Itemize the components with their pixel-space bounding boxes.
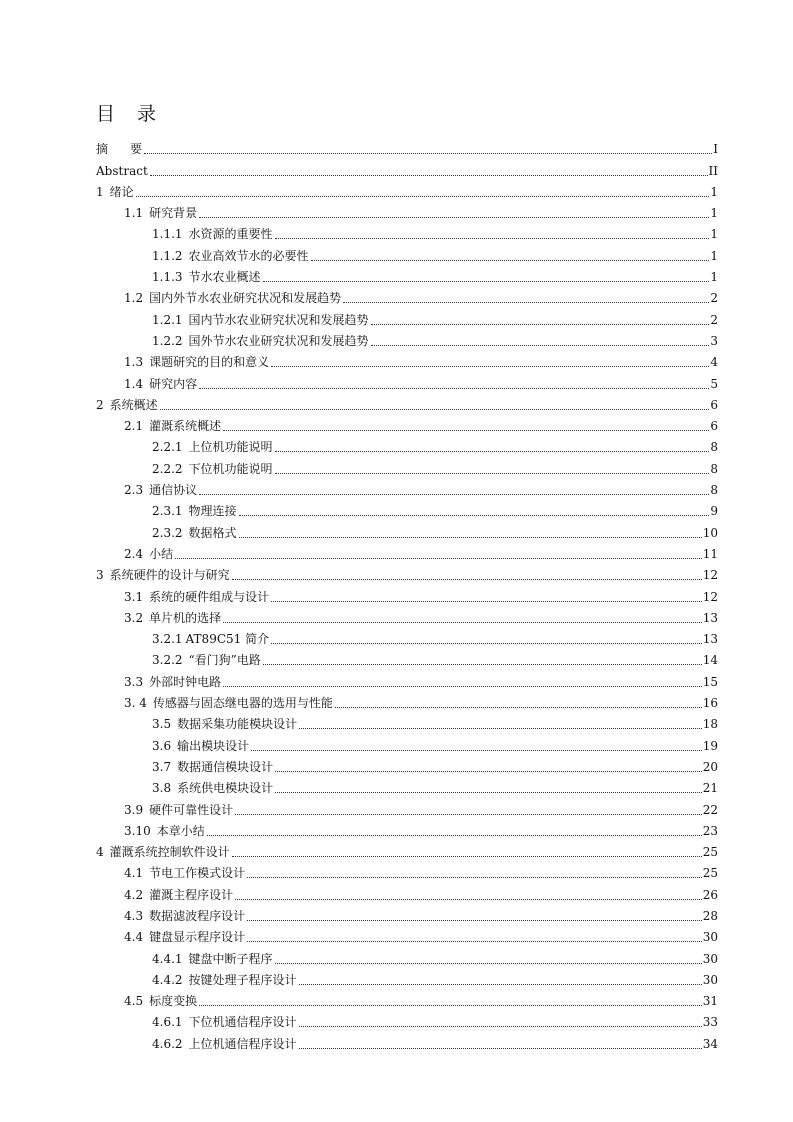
- dot-leader: [371, 312, 710, 328]
- toc-entry-text: 下位机通信程序设计: [188, 1015, 297, 1030]
- dot-leader: [150, 163, 708, 179]
- toc-entry-number: 摘: [96, 142, 109, 157]
- toc-entry-page-number: 30: [702, 951, 718, 966]
- toc-entry-number: 1.1.1: [152, 227, 183, 242]
- toc-entry-text: 要: [130, 142, 143, 157]
- dot-leader: [223, 674, 702, 690]
- toc-entry-label: [96, 844, 231, 860]
- toc-entry-page-number: 19: [702, 738, 718, 753]
- dot-leader: [275, 759, 702, 775]
- dot-leader: [199, 376, 709, 392]
- dot-leader: [299, 972, 702, 988]
- toc-entry-label: [152, 269, 262, 285]
- toc-entry-number: 1.2.1: [152, 312, 183, 327]
- toc-entry-label: [152, 525, 238, 541]
- toc-entry-label: [152, 1036, 298, 1052]
- toc-entry[interactable]: [96, 349, 718, 370]
- toc-entry-number: 3.9: [124, 802, 144, 817]
- toc-entry-number: 4.4.1: [152, 951, 183, 966]
- toc-entry[interactable]: [96, 434, 718, 455]
- toc-entry-text: 输出模块设计: [177, 738, 250, 753]
- toc-entry-label: [124, 418, 222, 434]
- toc-entry[interactable]: [96, 455, 718, 476]
- toc-entry-number: 4.1: [124, 866, 144, 881]
- toc-title: 目 录: [96, 103, 165, 125]
- toc-entry-page-number: 6: [710, 419, 718, 434]
- toc-entry-page-number: 8: [710, 440, 718, 455]
- toc-entry-number: 4.6.1: [152, 1015, 183, 1030]
- toc-entry-label: [124, 589, 270, 605]
- toc-entry[interactable]: [96, 477, 718, 498]
- toc-entry-text: 标度变换: [149, 994, 198, 1009]
- toc-entry-label: [152, 1014, 298, 1030]
- toc-entry-page-number: 3: [710, 333, 718, 348]
- dot-leader: [371, 333, 710, 349]
- toc-entry-number: 2.3.1: [152, 504, 183, 519]
- toc-entry-page-number: 2: [710, 291, 718, 306]
- toc-entry[interactable]: [96, 413, 718, 434]
- dot-leader: [271, 631, 702, 647]
- dot-leader: [275, 226, 710, 242]
- toc-entry[interactable]: [96, 285, 718, 306]
- toc-entry-page-number: 8: [710, 483, 718, 498]
- toc-entry-text: 系统概述: [109, 397, 158, 412]
- dot-leader: [232, 567, 702, 583]
- dot-leader: [263, 269, 710, 285]
- toc-entry[interactable]: [96, 732, 718, 753]
- toc-entry[interactable]: [96, 1030, 718, 1051]
- toc-entry[interactable]: [96, 860, 718, 881]
- toc-entry-text: Abstract: [96, 163, 148, 178]
- toc-entry-text: “看门狗”电路: [188, 653, 261, 668]
- toc-entry-label: [152, 652, 262, 668]
- toc-entry-label: [124, 865, 246, 881]
- toc-entry[interactable]: [96, 200, 718, 221]
- toc-entry[interactable]: [96, 541, 718, 562]
- toc-entry-number: 3.7: [152, 759, 172, 774]
- toc-entry-number: 4.4.2: [152, 972, 183, 987]
- toc-entry-text: 绪论: [109, 184, 134, 199]
- toc-entry-text: 外部时钟电路: [149, 674, 222, 689]
- toc-entry-number: 3. 4: [124, 696, 147, 711]
- toc-entry[interactable]: [96, 647, 718, 668]
- toc-entry-text: 研究背景: [149, 206, 198, 221]
- toc-entry-number: 2.1: [124, 419, 144, 434]
- dot-leader: [299, 716, 702, 732]
- toc-entry-text: 本章小结: [156, 823, 205, 838]
- toc-entry[interactable]: [96, 605, 718, 626]
- toc-entry-page-number: 25: [702, 845, 718, 860]
- toc-entry-label: [124, 290, 342, 306]
- toc-entry-page-number: 13: [702, 610, 718, 625]
- toc-entry[interactable]: [96, 775, 718, 796]
- toc-entry-page-number: 2: [710, 312, 718, 327]
- toc-entry[interactable]: [96, 903, 718, 924]
- dot-leader: [160, 397, 710, 413]
- toc-entry-text: 灌溉主程序设计: [149, 887, 234, 902]
- toc-entry[interactable]: [96, 967, 718, 988]
- dot-leader: [239, 503, 710, 519]
- toc-entry-page-number: 18: [702, 717, 718, 732]
- toc-entry-number: 2.3: [124, 483, 144, 498]
- toc-entry-label: [152, 248, 310, 264]
- toc-entry-number: 3.3: [124, 674, 144, 689]
- toc-entry-label: [124, 802, 234, 818]
- toc-entry-number: 1.1.3: [152, 270, 183, 285]
- toc-entry-page-number: 14: [702, 653, 718, 668]
- toc-entry-page-number: 1: [710, 227, 718, 242]
- toc-entry-page-number: 31: [702, 994, 718, 1009]
- toc-entry-label: [152, 972, 298, 988]
- toc-entry-page-number: 1: [710, 184, 718, 199]
- toc-entry-page-number: 30: [702, 972, 718, 987]
- toc-entry-number: 2.4: [124, 546, 144, 561]
- toc-entry-label: [152, 759, 274, 775]
- dot-leader: [251, 738, 702, 754]
- dot-leader: [235, 802, 702, 818]
- toc-entry-text: 研究内容: [149, 376, 198, 391]
- toc-entry[interactable]: [96, 754, 718, 775]
- dot-leader: [275, 780, 702, 796]
- toc-entry-page-number: 30: [702, 930, 718, 945]
- toc-entry-page-number: 8: [710, 461, 718, 476]
- toc-entry-text: 课题研究的目的和意义: [149, 355, 270, 370]
- toc-entry[interactable]: [96, 818, 718, 839]
- dot-leader: [207, 823, 702, 839]
- toc-entry-text: 单片机的选择: [149, 610, 222, 625]
- toc-entry-text: 国外节水农业研究状况和发展趋势: [188, 333, 369, 348]
- toc-entry-label: [124, 823, 206, 839]
- dot-leader: [247, 908, 702, 924]
- dot-leader: [232, 844, 702, 860]
- toc-entry-text: 下位机功能说明: [188, 461, 273, 476]
- toc-entry-text: 键盘显示程序设计: [149, 930, 246, 945]
- toc-entry-text: 系统硬件的设计与研究: [109, 568, 230, 583]
- toc-entry-number: 3.8: [152, 781, 172, 796]
- toc-entry-label: [96, 184, 135, 200]
- toc-entry-number: 3.2: [124, 610, 144, 625]
- toc-entry-label: [152, 738, 250, 754]
- dot-leader: [271, 354, 709, 370]
- toc-entry[interactable]: [96, 242, 718, 263]
- dot-leader: [275, 439, 710, 455]
- dot-leader: [263, 652, 702, 668]
- dot-leader: [199, 205, 709, 221]
- toc-entry[interactable]: [96, 562, 718, 583]
- toc-entry[interactable]: [96, 945, 718, 966]
- toc-entry-page-number: 1: [710, 270, 718, 285]
- toc-entry-text: 数据通信模块设计: [177, 759, 274, 774]
- toc-entry-text: 农业高效节水的必要性: [188, 248, 309, 263]
- toc-entry-page-number: I: [713, 142, 718, 157]
- toc-entry-label: [152, 333, 370, 349]
- dot-leader: [223, 418, 709, 434]
- dot-leader: [343, 290, 709, 306]
- toc-entry[interactable]: [96, 179, 718, 200]
- toc-entry-page-number: 6: [710, 397, 718, 412]
- toc-entry-label: [96, 397, 159, 413]
- toc-entry[interactable]: [96, 328, 718, 349]
- toc-entry-number: 3.1: [124, 589, 144, 604]
- toc-entry-page-number: 26: [702, 887, 718, 902]
- dot-leader: [199, 993, 702, 1009]
- toc-entry-label: [152, 951, 274, 967]
- toc-entry-label: [124, 674, 222, 690]
- toc-entry-number: 3.5: [152, 717, 172, 732]
- dot-leader: [311, 248, 710, 264]
- toc-entry[interactable]: [96, 924, 718, 945]
- toc-entry-text: 上位机通信程序设计: [188, 1036, 297, 1051]
- toc-entry[interactable]: [96, 881, 718, 902]
- toc-entry-page-number: 20: [702, 759, 718, 774]
- toc-entry[interactable]: [96, 668, 718, 689]
- dot-leader: [239, 525, 702, 541]
- toc-entry-label: [96, 141, 143, 157]
- toc-entry-number: 1.2: [124, 291, 144, 306]
- toc-entry-page-number: 15: [702, 674, 718, 689]
- toc-entry-page-number: 23: [702, 823, 718, 838]
- dot-leader: [275, 461, 710, 477]
- toc-entry-number: 3.2.1: [152, 632, 183, 647]
- toc-entry[interactable]: [96, 498, 718, 519]
- toc-entry-label: [124, 482, 198, 498]
- toc-entry-number: 1.3: [124, 355, 144, 370]
- toc-entry-page-number: 12: [702, 568, 718, 583]
- toc-entry-text: 传感器与固态继电器的选用与性能: [152, 696, 333, 711]
- toc-entry-label: [152, 631, 270, 647]
- dot-leader: [275, 951, 702, 967]
- toc-entry-number: 4.3: [124, 908, 144, 923]
- dot-leader: [175, 546, 702, 562]
- toc-entry-number: 3.10: [124, 823, 151, 838]
- toc-entry-page-number: 16: [702, 696, 718, 711]
- toc-entry-label: [124, 546, 174, 562]
- dot-leader: [235, 887, 702, 903]
- toc-entry-label: [152, 439, 274, 455]
- toc-entry-number: 4.6.2: [152, 1036, 183, 1051]
- toc-entry-number: 1.1: [124, 206, 144, 221]
- toc-entry-page-number: 12: [702, 589, 718, 604]
- dot-leader: [136, 184, 710, 200]
- toc-entry-label: [96, 567, 231, 583]
- toc-entry-label: [152, 312, 370, 328]
- toc-entry-text: 节电工作模式设计: [149, 866, 246, 881]
- toc-entry[interactable]: [96, 988, 718, 1009]
- toc-entry-text: 小结: [149, 546, 174, 561]
- dot-leader: [299, 1014, 702, 1030]
- toc-entry-page-number: 21: [702, 781, 718, 796]
- dot-leader: [199, 482, 709, 498]
- toc-entry-label: [152, 716, 298, 732]
- toc-entry-number: 4.2: [124, 887, 144, 902]
- toc-entry-label: [124, 610, 222, 626]
- toc-entry-label: [96, 163, 149, 179]
- toc-entry[interactable]: [96, 1009, 718, 1030]
- toc-entry-number: 1.2.2: [152, 333, 183, 348]
- toc-entry[interactable]: [96, 306, 718, 327]
- toc-entry-number: 1.1.2: [152, 248, 183, 263]
- toc-entry[interactable]: [96, 264, 718, 285]
- toc-entry-label: [124, 376, 198, 392]
- toc-entry-text: 系统的硬件组成与设计: [149, 589, 270, 604]
- dot-leader: [247, 865, 702, 881]
- toc-entry-text: 国内外节水农业研究状况和发展趋势: [149, 291, 342, 306]
- toc-entry-page-number: 25: [702, 866, 718, 881]
- toc-entry-label: [124, 993, 198, 1009]
- toc-entry-text: 物理连接: [188, 504, 237, 519]
- toc-entry-page-number: 5: [710, 376, 718, 391]
- toc-entry-label: [152, 226, 274, 242]
- toc-entry-number: 2.2.1: [152, 440, 183, 455]
- toc-entry-label: [124, 908, 246, 924]
- toc-entry-page-number: 1: [710, 248, 718, 263]
- toc-entry-text: 系统供电模块设计: [177, 781, 274, 796]
- table-of-contents: [96, 136, 718, 1052]
- toc-entry-number: 3: [96, 568, 104, 583]
- toc-entry-label: [152, 503, 238, 519]
- toc-entry-page-number: 9: [710, 504, 718, 519]
- toc-entry-text: 数据采集功能模块设计: [177, 717, 298, 732]
- toc-entry[interactable]: [96, 157, 718, 178]
- toc-entry-label: [152, 461, 274, 477]
- toc-entry-page-number: 34: [702, 1036, 718, 1051]
- toc-entry-label: [124, 354, 270, 370]
- toc-entry-number: 1.4: [124, 376, 144, 391]
- toc-entry-number: 3.6: [152, 738, 172, 753]
- toc-entry[interactable]: [96, 796, 718, 817]
- toc-entry-text: 水资源的重要性: [188, 227, 273, 242]
- toc-entry-label: [124, 929, 246, 945]
- toc-entry[interactable]: [96, 221, 718, 242]
- dot-leader: [223, 610, 702, 626]
- toc-entry-number: 4.4: [124, 930, 144, 945]
- toc-entry[interactable]: [96, 370, 718, 391]
- toc-entry[interactable]: [96, 392, 718, 413]
- toc-entry-label: [124, 695, 334, 711]
- toc-entry-number: 2.3.2: [152, 525, 183, 540]
- toc-entry-number: 4.5: [124, 994, 144, 1009]
- toc-entry-page-number: II: [708, 163, 718, 178]
- dot-leader: [271, 589, 702, 605]
- toc-entry-text: 灌溉系统控制软件设计: [109, 845, 230, 860]
- toc-entry-page-number: 22: [702, 802, 718, 817]
- toc-entry-number: 2: [96, 397, 104, 412]
- dot-leader: [299, 1036, 702, 1052]
- toc-entry-text: 国内节水农业研究状况和发展趋势: [188, 312, 369, 327]
- toc-entry-label: [152, 780, 274, 796]
- toc-entry[interactable]: [96, 690, 718, 711]
- toc-entry-page-number: 10: [702, 525, 718, 540]
- toc-entry-text: AT89C51 简介: [185, 632, 270, 647]
- toc-entry-text: 数据滤波程序设计: [149, 908, 246, 923]
- toc-entry-page-number: 13: [702, 632, 718, 647]
- toc-entry-page-number: 28: [702, 908, 718, 923]
- toc-entry-text: 数据格式: [188, 525, 237, 540]
- toc-entry[interactable]: [96, 136, 718, 157]
- toc-entry-label: [124, 205, 198, 221]
- toc-entry-text: 上位机功能说明: [188, 440, 273, 455]
- toc-entry-page-number: 1: [710, 206, 718, 221]
- toc-entry-page-number: 11: [702, 546, 718, 561]
- toc-entry-text: 通信协议: [149, 483, 198, 498]
- toc-entry-label: [124, 887, 234, 903]
- toc-entry-number: 3.2.2: [152, 653, 183, 668]
- toc-entry-page-number: 33: [702, 1015, 718, 1030]
- toc-entry[interactable]: [96, 711, 718, 732]
- toc-entry-number: 4: [96, 845, 104, 860]
- toc-entry-page-number: 4: [710, 355, 718, 370]
- toc-entry[interactable]: [96, 626, 718, 647]
- toc-entry-text: 节水农业概述: [188, 270, 261, 285]
- toc-entry-number: 1: [96, 184, 104, 199]
- dot-leader: [335, 695, 702, 711]
- toc-entry[interactable]: [96, 519, 718, 540]
- dot-leader: [247, 929, 702, 945]
- toc-entry-number: 2.2.2: [152, 461, 183, 476]
- toc-entry[interactable]: [96, 583, 718, 604]
- dot-leader: [144, 141, 712, 157]
- toc-entry-text: 按键处理子程序设计: [188, 972, 297, 987]
- toc-entry-text: 灌溉系统概述: [149, 419, 222, 434]
- toc-entry-text: 硬件可靠性设计: [149, 802, 234, 817]
- toc-entry[interactable]: [96, 839, 718, 860]
- toc-entry-text: 键盘中断子程序: [188, 951, 273, 966]
